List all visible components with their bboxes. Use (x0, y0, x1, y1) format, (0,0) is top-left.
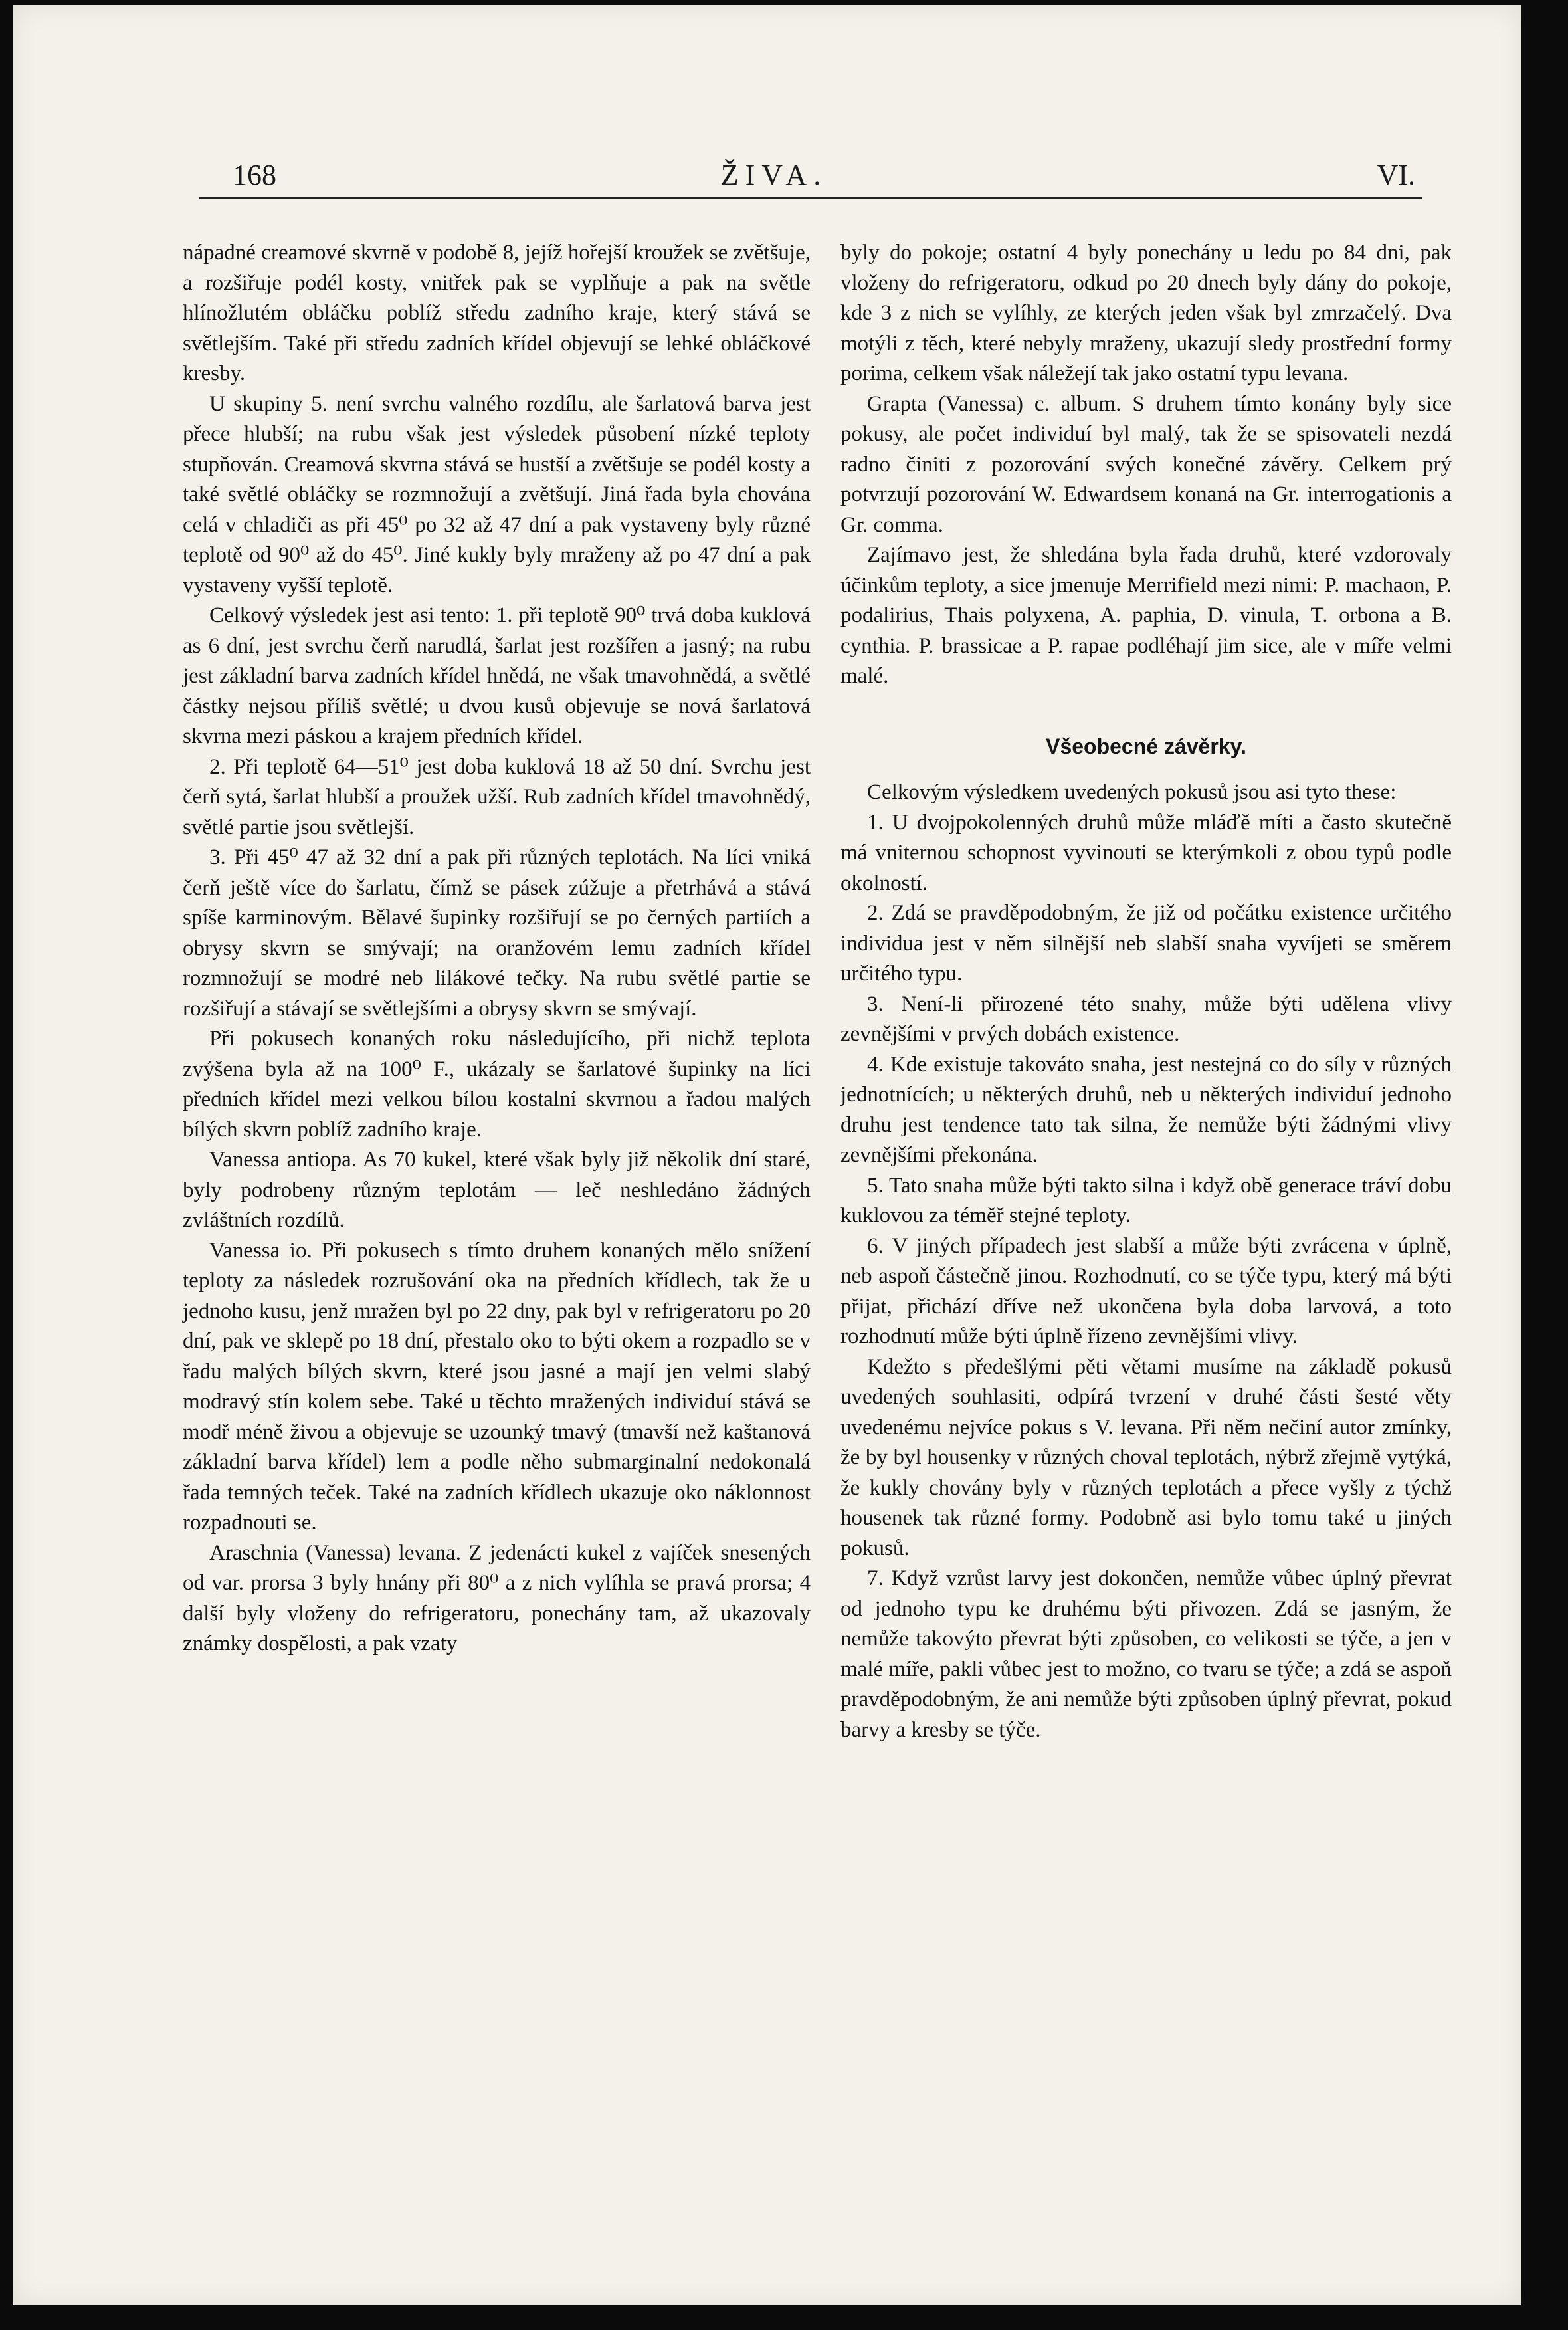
paragraph: Celkovým výsledkem uvedených pokusů jsou asi tyto these: (867, 780, 1397, 804)
page (13, 5, 1521, 2305)
page-number: 168 (233, 159, 276, 191)
paragraph: 2. Zdá se pravděpodobným, že již od počátku existence určitého individua jest v něm silnější neb slabší snaha vyvíjeti se směrem určitého typu. (840, 901, 1452, 986)
paragraph: 2. Při teplotě 64—51⁰ jest doba kuklová 18 až 50 dní. Svrchu jest čerň sytá, šarlat hlubší a proužek užší. Rub zadních křídel tmavohnědý, světlé partie jsou světlejší. (183, 754, 811, 839)
scan-edge (1541, 0, 1568, 2330)
header-rule (199, 197, 1422, 199)
paragraph: Araschnia (Vanessa) levana. Z jedenácti kukel z vajíček snesených od var. prorsa 3 byly hnány při 80⁰ a z nich vylíhla se pravá prorsa; 4 další byly vloženy do refrigeratoru, ponechány tam, až ukazovaly známky dospělosti, a pak vzaty (183, 1540, 811, 1655)
paragraph: Kdežto s předešlými pěti větami musíme na základě pokusů uvedených souhlasiti, odpírá tvrzení v druhé části šesté věty uvedenému nejvíce pokus s V. levana. Při něm nečiní autor zmínky, že by byl housenky v různých choval teplotách, nýbrž zřejmě vytýká, že kukly chovány byly v různých teplotách a přece vyšly z týchž housenek tak různé formy. Podobně asi bylo tomu také u jiných pokusů. (840, 1354, 1452, 1560)
paragraph: 1. U dvojpokolenných druhů může mláďě míti a často skutečně má vniternou schopnost vyvinouti se kterýmkoli z obou typů podle okolností. (840, 810, 1452, 895)
paragraph: U skupiny 5. není svrchu valného rozdílu, ale šarlatová barva jest přece hlubší; na rubu však jest výsledek působení nízké teploty stupňován. Creamová skvrna stává se hustší a zvětšuje se podél kosty a také světlé obláčky se rozmnožují a zvětšují. Jiná řada byla chována celá v chladiči as při 45⁰ po 32 až 47 dní a pak vystaveny byly různé teplotě od 90⁰ až do 45⁰. Jiné kukly byly mraženy až po 47 dní a pak vystaveny vyšší teplotě. (183, 391, 811, 597)
page-header (113, 112, 1435, 191)
paragraph: 7. Když vzrůst larvy jest dokončen, nemůže vůbec úplný převrat od jednoho typu ke druhému býti přivozen. Zdá se jasným, že nemůže takovýto převrat býti způsoben, co velikosti se týče, a jen v malé míře, pakli vůbec jest to možno, co tvaru se týče; a zdá se aspoň pravděpodobným, že ani nemůže býti způsoben úplný převrat, pokud barvy a kresby se týče. (840, 1566, 1452, 1742)
volume-number: VI. (1377, 159, 1415, 191)
paragraph: Grapta (Vanessa) c. album. S druhem tímto konány byly sice pokusy, ale počet individuí byl malý, tak že se spisovateli nezdá radno činiti z pozorování svých konečné závěry. Celkem prý potvrzují pozorování W. Edwardsem konaná na Gr. interrogationis a Gr. comma. (840, 391, 1452, 537)
left-column (183, 238, 811, 1659)
paragraph: byly do pokoje; ostatní 4 byly ponechány u ledu po 84 dni, pak vloženy do refrigeratoru, odkud po 20 dnech byly dány do pokoje, kde 3 z nich se vylíhly, ze kterých jeden však byl zmrzačelý. Dva motýli z těch, které nebyly mraženy, ukazují sledy prostřední formy porima, celkem však náležejí tak jako ostatní typu levana. (840, 241, 1452, 385)
paragraph: Vanessa io. Při pokusech s tímto druhem konaných mělo snížení teploty za následek rozrušování oka na předních křídlech, tak že u jednoho kusu, jenž mražen byl po 22 dny, pak byl v refrigeratoru po 20 dní, pak ve sklepě po 18 dní, přestalo oko to býti okem a rozpadlo se v řadu malých bílých skvrn, které jsou jasné a mají jen velmi slabý modravý stín kolem sebe. Také u těchto mražených individuí stává se modř méně živou a objevuje se uzounký tmavý (tmavší než kaštanová základní barva křídel) lem a podle něho submarginalní nedokonalá řada temných teček. Také na zadních křídlech ukazuje oko náklonnost rozpadnouti se. (183, 1238, 811, 1535)
paragraph: 4. Kde existuje takováto snaha, jest nestejná co do síly v různých jednotnících; u některých druhů, neb u některých individuí jednoho druhu jest tendence tato tak silna, že nemůže býti žádnými vlivy zevnějšími překonána. (840, 1052, 1452, 1167)
paragraph: Celkový výsledek jest asi tento: 1. při teplotě 90⁰ trvá doba kuklová as 6 dní, jest svrchu čerň narudlá, šarlat jest rozšířen a jasný; na rubu jest základní barva zadních křídel hnědá, ne však tmavohnědá, a světlé částky nejsou příliš světlé; u dvou kusů objevuje se nová šarlatová skvrna mezi páskou a krajem předních křídel. (183, 603, 811, 748)
paragraph: Vanessa antiopa. As 70 kukel, které však byly již několik dní staré, byly podrobeny různým teplotám — leč neshledáno žádných zvláštních rozdílů. (183, 1148, 811, 1232)
paragraph: Zajímavo jest, že shledána byla řada druhů, které vzdorovaly účinkům teploty, a sice jmenuje Merrifield mezi nimi: P. machaon, P. podalirius, Thais polyxena, A. paphia, D. vinula, T. orbona a B. cynthia. P. brassicae a P. rapae podléhají jim sice, ale v míře velmi malé. (840, 543, 1452, 688)
right-column (840, 238, 1452, 1745)
journal-title: ŽIVA. (720, 159, 828, 191)
paragraph: nápadné creamové skvrně v podobě 8, jejíž hořejší kroužek se zvětšuje, a rozšiřuje podél kosty, vnitřek pak se vyplňuje a pak na světle hlínožlutém obláčku poblíž středu zadního kraje, který stává se světlejším. Také při středu zadních křídel objevují se lehké obláčkové kresby. (183, 241, 811, 385)
section-heading: Všeobecné závěrky. (1046, 734, 1246, 758)
paragraph: 3. Není-li přirozené této snahy, může býti udělena vlivy zevnějšími v prvých dobách existence. (840, 992, 1452, 1046)
paragraph: 6. V jiných případech jest slabší a může býti zvrácena v úplně, neb aspoň částečně jinou. Rozhodnutí, co se týče typu, který má býti přijat, přichází dříve než ukončena byla doba larvová, a toto rozhodnutí může býti úplně řízeno zevnějšími vlivy. (840, 1233, 1452, 1348)
paragraph: Při pokusech konaných roku následujícího, při nichž teplota zvýšena byla až na 100⁰ F., ukázaly se šarlatové šupinky na líci předních křídel mezi velkou bílou kostalní skvrnou a řadou malých bílých skvrn poblíž zadního kraje. (183, 1027, 811, 1142)
paragraph: 3. Při 45⁰ 47 až 32 dní a pak při různých teplotách. Na líci vniká čerň ještě více do šarlatu, čímž se pásek zúžuje a přetrhává a stává spíše karminovým. Bělavé šupinky rozšiřují se po černých partiích a obrysy skvrn se smývají; na oranžovém lemu zadních křídel rozmnožují se modré neb lilákové tečky. Na rubu světlé partie se rozšiřují a stávají se světlejšími a obrysy skvrn se smývají. (183, 845, 811, 1021)
paragraph: 5. Tato snaha může býti takto silna i když obě generace tráví dobu kuklovou za téměř stejné teploty. (840, 1173, 1452, 1227)
